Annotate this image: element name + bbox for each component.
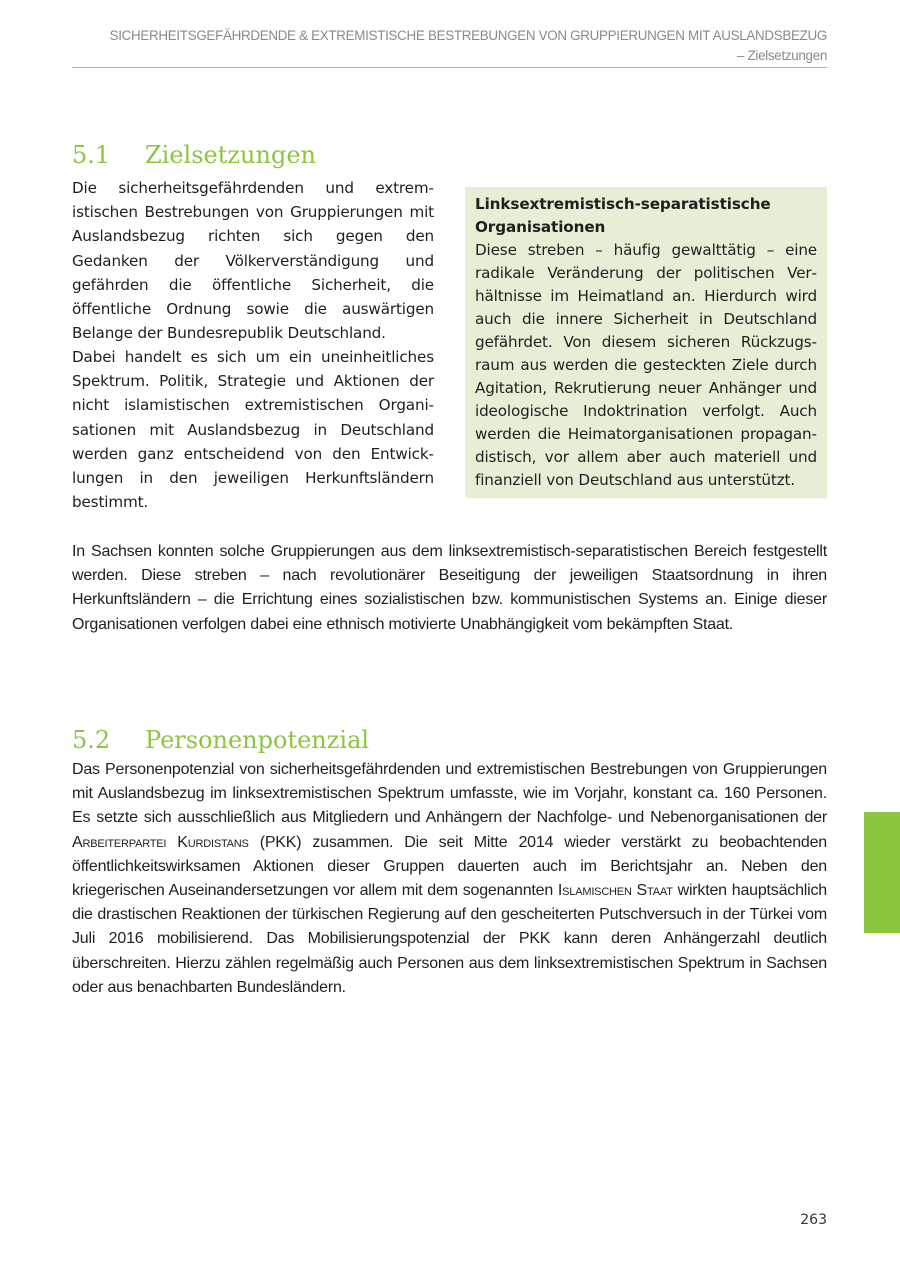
section-heading-5-2 [72,725,369,755]
chapter-side-tab [864,812,900,933]
section-number: 5.2 [72,725,111,754]
section-title: Personenpotenzial [145,725,370,754]
personenpotenzial-paragraph [72,758,827,1000]
intro-paragraph: Die sicherheitsgefährdenden und extremistischen Bestrebungen von Gruppierungen mit Auslandsbezug richten sich gegen den Gedanken der Völkerverständigung und gefährden die öffentliche Sicherheit, die öffentliche Ordnung sowie die auswärtigen Belange der Bundesrepublik Deutschland. [72,179,434,343]
header-divider [72,67,827,68]
spectrum-paragraph: Dabei handelt es sich um ein uneinheitliches Spektrum. Politik, Strategie und Aktionen der nicht islamistischen extremistischen Organisationen mit Auslandsbezug in Deutschland werden ganz entscheidend von den Entwicklungen in den jeweiligen Herkunftsländern bestimmt. [72,348,434,512]
info-box-body: Diese streben – häufig gewalttätig – eine radikale Veränderung der politischen Verhältnisse im Heimatland an. Hierdurch wird auch die innere Sicherheit in Deutschland gefährdet. Von diesem sicheren Rückzugsraum aus werden die gesteckten Ziele durch Agitation, Rekrutierung neuer Anhänger und ideologische Indoktrination verfolgt. Auch werden die Heimatorganisationen propagandistisch, vor allem aber auch materiell und finanziell von Deutschland aus unterstützt. [475,241,817,489]
section-title: Zielsetzungen [145,140,316,169]
text-segment: wirkten hauptsächlich die drastischen Reaktionen der türkischen Regierung auf den gescheiterten Putschversuch in der Türkei vom Juli 2016 mobilisierend. Das Mobilisierungspotenzial der PKK kann deren Anhängerzahl deutlich überschreiten. Hierzu zählen regelmäßig auch Personen aus dem linksextremistischen Spektrum in Sachsen oder aus benachbarten Bundesländern. [72,882,827,996]
org-name-islamic-state: Islamischen Staat [557,882,673,900]
running-header-title: SICHERHEITSGEFÄHRDENDE & EXTREMISTISCHE BESTREBUNGEN VON GRUPPIERUNGEN MIT AUSLANDSBEZUG [109,28,827,43]
text-segment: (PKK) zusammen. Die seit Mitte 2014 wieder verstärkt zu beobachtenden öffentlichkeitswirksamen Aktionen dieser Gruppen dauerten auch im Berichtsjahr an. Neben den kriegerischen Auseinandersetzungen vor allem mit dem sogenannten [72,833,827,900]
info-box [465,187,827,498]
running-header-subtitle: – Zielsetzungen [736,48,827,63]
info-box-title: Linksextremistisch-separatistische Organisationen [475,195,771,236]
page-number: 263 [800,1212,827,1228]
saxony-paragraph: In Sachsen konnten solche Gruppierungen aus dem linksextremistisch-separatistischen Bereich festgestellt werden. Diese streben – nach revolutionärer Beseitigung der jeweiligen Staatsordnung in ihren Herkunftsländern – die Errichtung eines sozialistischen bzw. kommunistischen Systems an. Einige dieser Organisationen verfolgen dabei eine ethnisch motivierte Unabhängigkeit vom bekämpften Staat. [72,543,827,633]
running-header [72,26,827,66]
org-name-pkk: Arbeiterpartei Kurdistans [72,833,249,851]
section-number: 5.1 [72,140,111,169]
text-segment: Das Personenpotenzial von sicherheitsgefährdenden und extremistischen Bestrebungen von Gruppierungen mit Auslandsbezug im linksextremistischen Spektrum umfasste, wie im Vorjahr, konstant ca. 160 Personen. Es setzte sich ausschließlich aus Mitgliedern und Anhängern der Nachfolge- und Nebenorganisationen der [72,761,827,827]
section-heading-5-1 [72,140,316,170]
